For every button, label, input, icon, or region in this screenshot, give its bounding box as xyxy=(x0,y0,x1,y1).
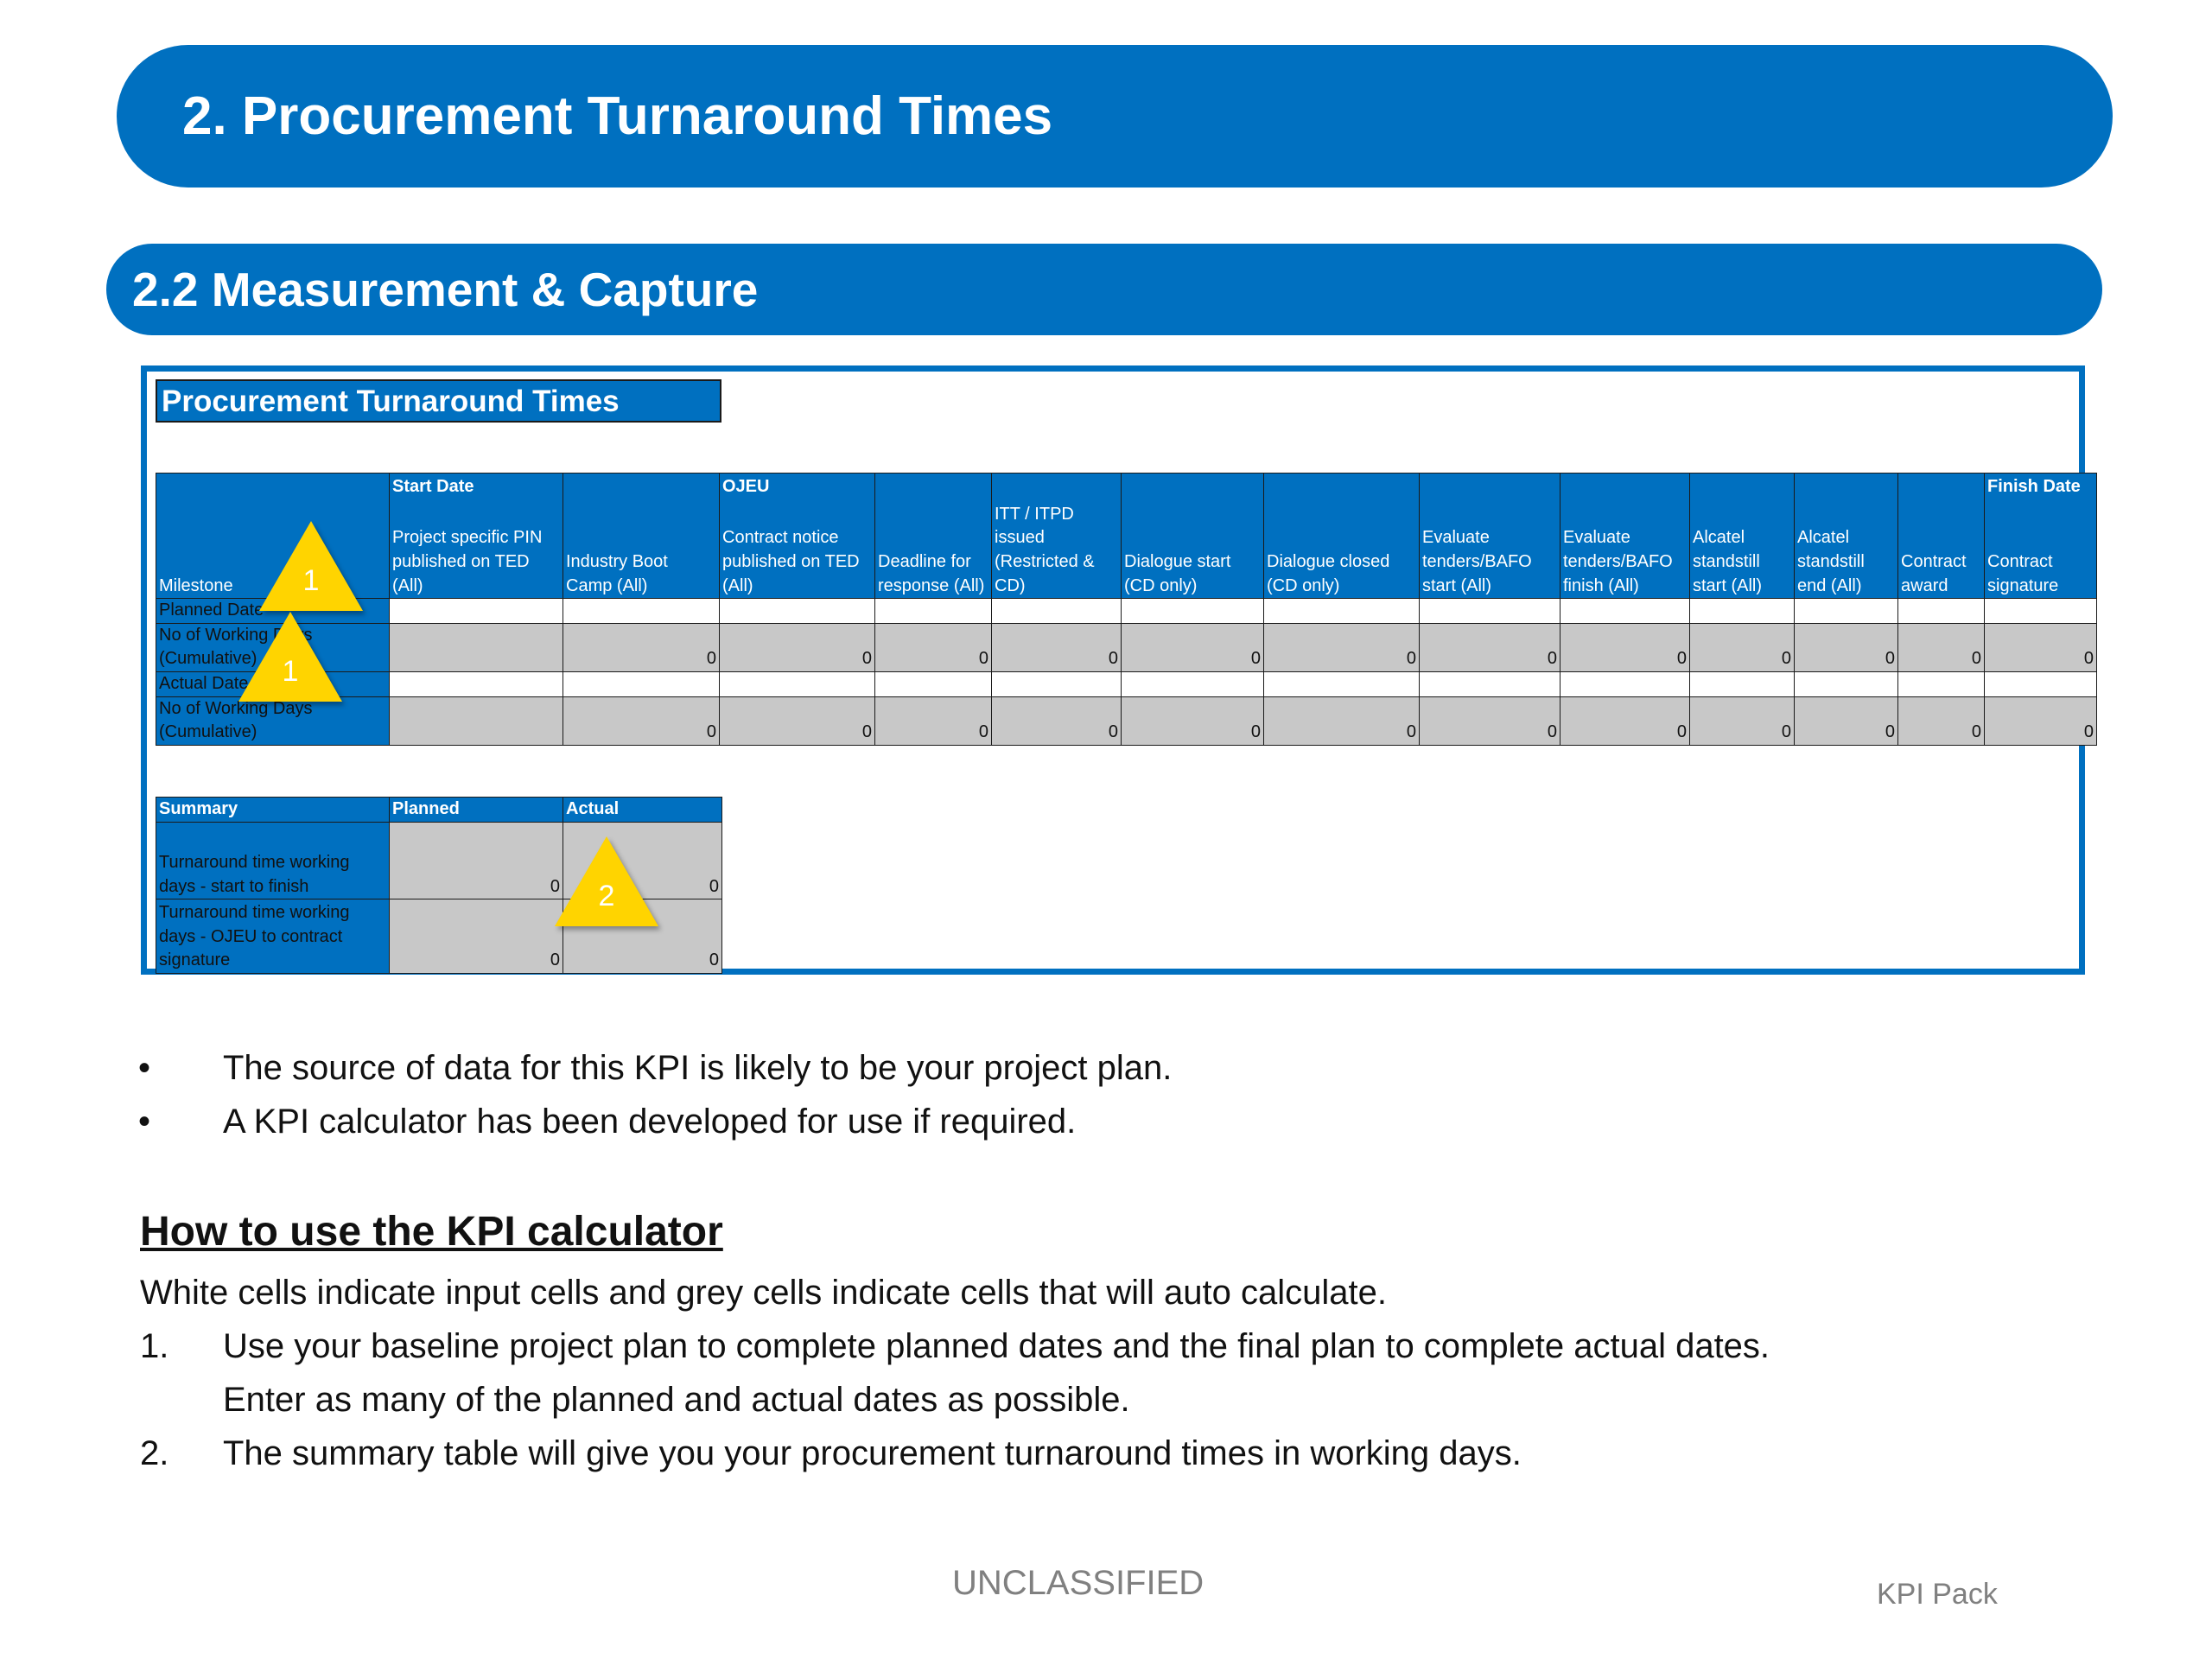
calc-cell[interactable]: 0 xyxy=(720,623,875,671)
actual-date-row xyxy=(156,672,2097,697)
milestone-header-cell xyxy=(992,474,1122,599)
sheet-title: Procurement Turnaround Times xyxy=(156,379,721,423)
milestone-header-cell xyxy=(875,474,992,599)
bullet-text: A KPI calculator has been developed for use if required. xyxy=(223,1103,1077,1141)
summary-actual-cell[interactable]: 0 xyxy=(563,899,722,974)
row-label: No of Working Days (Cumulative) xyxy=(156,623,390,671)
date-input-cell[interactable] xyxy=(1122,672,1264,697)
header-label: Deadline for response (All) xyxy=(878,552,985,595)
date-input-cell[interactable] xyxy=(720,672,875,697)
calc-cell[interactable]: 0 xyxy=(1420,696,1560,745)
date-input-cell[interactable] xyxy=(992,599,1122,624)
header-top-label: Start Date xyxy=(392,477,474,496)
summary-planned-cell[interactable]: 0 xyxy=(390,899,563,974)
date-input-cell[interactable] xyxy=(563,672,720,697)
date-input-cell[interactable] xyxy=(720,599,875,624)
header-label: ITT / ITPD issued (Restricted & CD) xyxy=(995,504,1095,595)
bullet-icon: • xyxy=(138,1049,151,1087)
milestone-header-cell xyxy=(1690,474,1795,599)
calc-cell[interactable] xyxy=(390,623,563,671)
header-label: Evaluate tenders/BAFO finish (All) xyxy=(1563,528,1673,595)
milestone-header-cell xyxy=(1420,474,1560,599)
date-input-cell[interactable] xyxy=(875,599,992,624)
section-subtitle-banner xyxy=(106,244,2102,335)
callout-number: 1 xyxy=(302,564,320,597)
milestone-header-cell xyxy=(563,474,720,599)
calc-cell[interactable]: 0 xyxy=(875,623,992,671)
header-label: Project specific PIN published on TED (All) xyxy=(392,528,543,595)
row-label: Actual Date xyxy=(156,672,390,697)
calc-cell[interactable]: 0 xyxy=(1795,696,1898,745)
date-input-cell[interactable] xyxy=(1122,599,1264,624)
planned-date-row xyxy=(156,599,2097,624)
step-text: The summary table will give you your procurement turnaround times in working days. xyxy=(223,1434,1522,1472)
date-input-cell[interactable] xyxy=(390,599,563,624)
bullet-icon: • xyxy=(138,1103,151,1141)
date-input-cell[interactable] xyxy=(1898,672,1985,697)
date-input-cell[interactable] xyxy=(1264,599,1420,624)
summary-header-actual: Actual xyxy=(563,798,722,823)
date-input-cell[interactable] xyxy=(1795,672,1898,697)
milestone-table xyxy=(156,473,2097,746)
step-number: 1. xyxy=(140,1327,169,1365)
spreadsheet-screenshot xyxy=(141,365,2094,975)
calc-cell[interactable]: 0 xyxy=(1985,623,2097,671)
summary-row-label: Turnaround time working days - start to finish xyxy=(156,823,390,899)
date-input-cell[interactable] xyxy=(1690,672,1795,697)
calc-cell[interactable]: 0 xyxy=(1420,623,1560,671)
footer-classification: UNCLASSIFIED xyxy=(952,1564,1205,1602)
date-input-cell[interactable] xyxy=(1560,672,1690,697)
calc-cell[interactable]: 0 xyxy=(1690,696,1795,745)
calc-cell[interactable]: 0 xyxy=(1898,696,1985,745)
header-label: Industry Boot Camp (All) xyxy=(566,552,668,595)
date-input-cell[interactable] xyxy=(563,599,720,624)
milestone-header-cell xyxy=(720,474,875,599)
header-label: Contract notice published on TED (All) xyxy=(722,528,860,595)
callout-number: 1 xyxy=(282,655,299,688)
header-label: Alcatel standstill start (All) xyxy=(1693,528,1762,595)
date-input-cell[interactable] xyxy=(1795,599,1898,624)
calc-cell[interactable]: 0 xyxy=(1985,696,2097,745)
summary-actual-cell[interactable]: 0 xyxy=(563,823,722,899)
calc-cell[interactable]: 0 xyxy=(563,696,720,745)
date-input-cell[interactable] xyxy=(390,672,563,697)
summary-header-row xyxy=(156,798,722,823)
header-label: Dialogue closed (CD only) xyxy=(1267,552,1390,595)
howto-intro: White cells indicate input cells and grey cells indicate cells that will auto calculate. xyxy=(140,1274,1387,1312)
date-input-cell[interactable] xyxy=(1420,599,1560,624)
calc-cell[interactable] xyxy=(390,696,563,745)
calc-cell[interactable]: 0 xyxy=(1795,623,1898,671)
milestone-header-cell xyxy=(1898,474,1985,599)
calc-cell[interactable]: 0 xyxy=(1122,696,1264,745)
header-top-label: Finish Date xyxy=(1987,477,2081,496)
actual-working-days-row xyxy=(156,696,2097,745)
summary-header-planned: Planned xyxy=(390,798,563,823)
calc-cell[interactable]: 0 xyxy=(1898,623,1985,671)
milestone-header-cell xyxy=(1795,474,1898,599)
planned-working-days-row xyxy=(156,623,2097,671)
calc-cell[interactable]: 0 xyxy=(875,696,992,745)
calc-cell[interactable]: 0 xyxy=(992,696,1122,745)
milestone-header-cell xyxy=(1560,474,1690,599)
header-label: Evaluate tenders/BAFO start (All) xyxy=(1422,528,1532,595)
date-input-cell[interactable] xyxy=(1985,672,2097,697)
date-input-cell[interactable] xyxy=(992,672,1122,697)
howto-heading: How to use the KPI calculator xyxy=(140,1209,723,1255)
calc-cell[interactable]: 0 xyxy=(1690,623,1795,671)
page-title-banner xyxy=(117,45,2113,188)
date-input-cell[interactable] xyxy=(1560,599,1690,624)
milestone-header-cell xyxy=(1264,474,1420,599)
header-top-label: OJEU xyxy=(722,477,770,496)
header-label: Dialogue start (CD only) xyxy=(1124,552,1231,595)
row-label: No of Working Days (Cumulative) xyxy=(156,696,390,745)
step-text: Use your baseline project plan to complete planned dates and the final plan to complete actual dates. xyxy=(223,1327,1770,1365)
summary-planned-cell[interactable]: 0 xyxy=(390,823,563,899)
date-input-cell[interactable] xyxy=(1420,672,1560,697)
calc-cell[interactable]: 0 xyxy=(1560,623,1690,671)
calc-cell[interactable]: 0 xyxy=(720,696,875,745)
summary-header-label: Summary xyxy=(156,798,390,823)
milestone-header-row xyxy=(156,474,2097,599)
calc-cell[interactable]: 0 xyxy=(1264,623,1420,671)
page-title: 2. Procurement Turnaround Times xyxy=(182,86,1053,146)
calc-cell[interactable]: 0 xyxy=(1122,623,1264,671)
milestone-header-cell xyxy=(390,474,563,599)
callout-number: 2 xyxy=(598,880,615,912)
date-input-cell[interactable] xyxy=(1985,599,2097,624)
bullet-text: The source of data for this KPI is likely to be your project plan. xyxy=(223,1049,1173,1087)
row-label: Planned Date xyxy=(156,599,390,624)
step-number: 2. xyxy=(140,1434,169,1472)
date-input-cell[interactable] xyxy=(1690,599,1795,624)
section-subtitle: 2.2 Measurement & Capture xyxy=(132,263,759,316)
footer-pack-label: KPI Pack xyxy=(1877,1578,1998,1611)
date-input-cell[interactable] xyxy=(1264,672,1420,697)
summary-row-label: Turnaround time working days - OJEU to contract signature xyxy=(156,899,390,974)
date-input-cell[interactable] xyxy=(875,672,992,697)
header-label: Contract signature xyxy=(1987,552,2059,595)
header-label: Alcatel standstill end (All) xyxy=(1797,528,1865,595)
calc-cell[interactable]: 0 xyxy=(563,623,720,671)
header-label: Contract award xyxy=(1901,552,1967,595)
date-input-cell[interactable] xyxy=(1898,599,1985,624)
milestone-header-cell xyxy=(1122,474,1264,599)
calc-cell[interactable]: 0 xyxy=(1264,696,1420,745)
step-text-continued: Enter as many of the planned and actual dates as possible. xyxy=(223,1381,1130,1419)
header-label: Milestone xyxy=(159,575,233,595)
milestone-header-cell xyxy=(1985,474,2097,599)
calc-cell[interactable]: 0 xyxy=(1560,696,1690,745)
calc-cell[interactable]: 0 xyxy=(992,623,1122,671)
